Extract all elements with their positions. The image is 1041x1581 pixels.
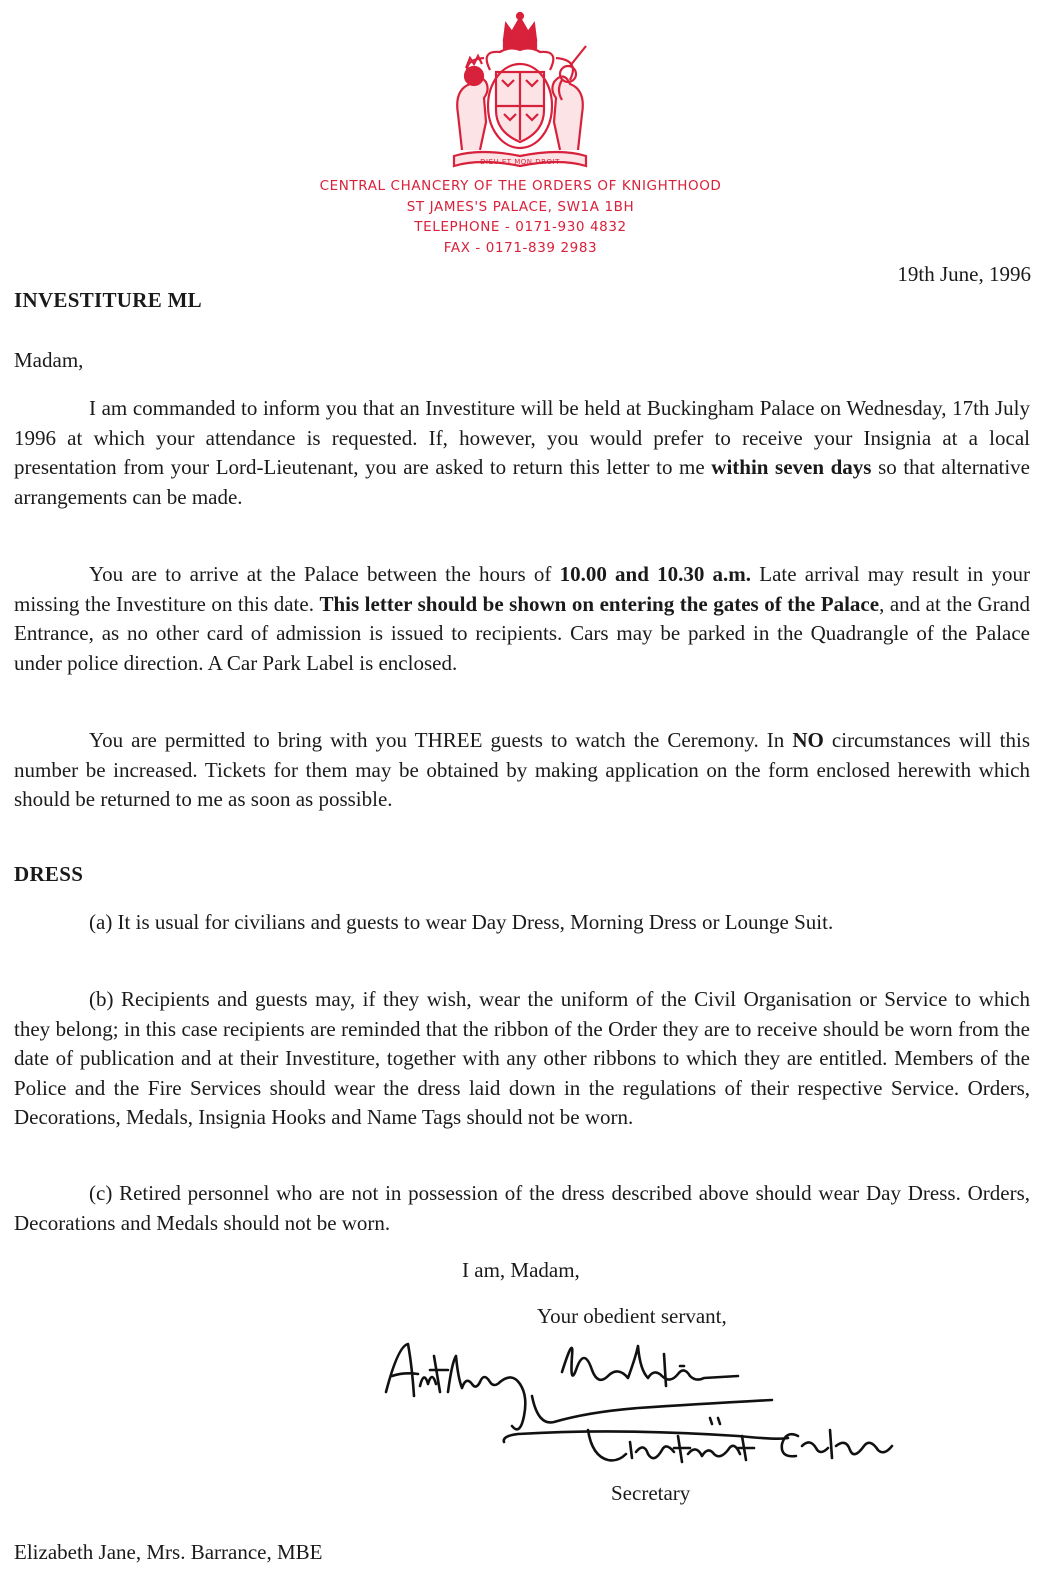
letterhead-fax: FAX - 0171-839 2983 bbox=[443, 239, 598, 256]
letterhead bbox=[0, 176, 1041, 258]
recipient-name: Elizabeth Jane, Mrs. Barrance, MBE bbox=[14, 1540, 323, 1564]
letterhead-telephone: TELEPHONE - 0171-930 4832 bbox=[414, 219, 627, 235]
paragraph-arrival: You are to arrive at the Palace between the hours of 10.00 and 10.30 a.m. Late arrival may result in your missing the Investiture on this date. This letter should be shown on entering the gates of the Palace, and at the Grand Entrance, as no other card of admission is issued to recipients. Cars may be parked in the Quadrangle of the Palace under police direction. A Car Park Label is enclosed. bbox=[14, 562, 1030, 675]
signatory-title: Secretary bbox=[611, 1481, 691, 1505]
reference-heading: INVESTITURE ML bbox=[14, 288, 202, 312]
letterhead-office: CENTRAL CHANCERY OF THE ORDERS OF KNIGHTHOOD bbox=[319, 178, 722, 194]
crest-motto: DIEU ET MON DROIT bbox=[480, 158, 560, 166]
closing-line: I am, Madam, bbox=[462, 1258, 580, 1282]
paragraph-guests: You are permitted to bring with you THREE guests to watch the Ceremony. In NO circumstances will this number be increased. Tickets for them may be obtained by making application on the form enclosed herewith which should be returned to me as soon as possible. bbox=[14, 728, 1030, 811]
dress-paragraph-b: (b) Recipients and guests may, if they wish, wear the uniform of the Civil Organisation or Service to which they belong; in this case recipients are reminded that the ribbon of the Order they are to receive should be worn from the date of publication and at their Investiture, together with any other ribbons to which they are entitled. Members of the Police and the Fire Services should wear the dress laid down in the regulations of their respective Service. Orders, Decorations, Medals, Insignia Hooks and Name Tags should not be worn. bbox=[14, 987, 1030, 1129]
handwritten-signature bbox=[378, 1326, 898, 1486]
dress-paragraph-a: (a) It is usual for civilians and guests to wear Day Dress, Morning Dress or Lounge Suit. bbox=[89, 910, 834, 934]
letter-date: 19th June, 1996 bbox=[897, 262, 1031, 286]
dress-heading: DRESS bbox=[14, 862, 84, 886]
closing-servant: Your obedient servant, bbox=[537, 1304, 727, 1328]
paragraph-invitation: I am commanded to inform you that an Investiture will be held at Buckingham Palace on Wednesday, 17th July 1996 at which your attendance is requested. If, however, you would prefer to receive your Insignia at a local presentation from your Lord-Lieutenant, you are asked to return this letter to me within seven days so that alternative arrangements can be made. bbox=[14, 396, 1031, 509]
letterhead-address: ST JAMES'S PALACE, SW1A 1BH bbox=[406, 198, 635, 215]
dress-paragraph-c: (c) Retired personnel who are not in possession of the dress described above should wear Day Dress. Orders, Decorations and Medals should not be worn. bbox=[14, 1181, 1030, 1235]
royal-coat-of-arms bbox=[440, 10, 600, 168]
salutation: Madam, bbox=[14, 348, 84, 372]
